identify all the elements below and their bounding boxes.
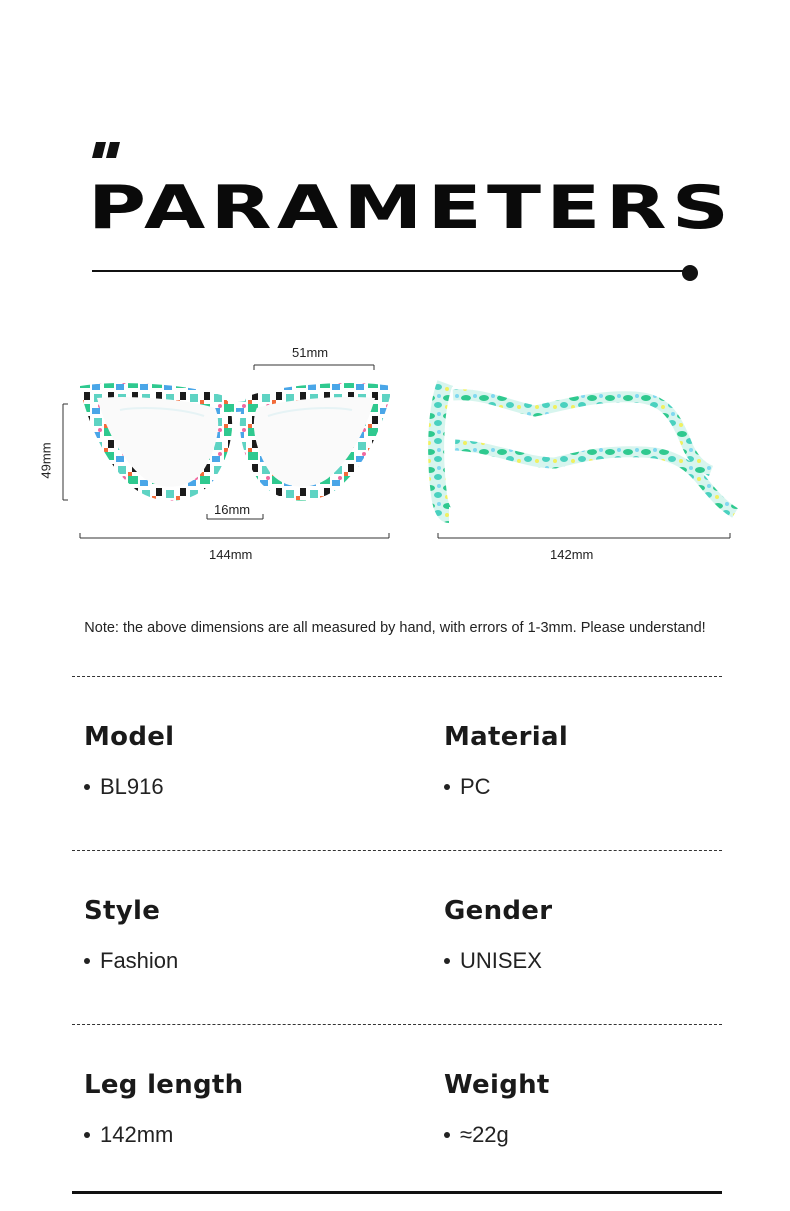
- param-style: [84, 896, 178, 974]
- bullet-icon: [444, 784, 450, 790]
- lens-height-label: 49mm: [38, 442, 54, 479]
- param-value: UNISEX: [460, 948, 542, 973]
- divider: [72, 1024, 722, 1025]
- param-gender: [444, 896, 552, 974]
- param-value: BL916: [100, 774, 164, 799]
- divider: [72, 676, 722, 677]
- page-title: PARAMETERS: [88, 173, 735, 243]
- bridge-label: 16mm: [214, 502, 251, 517]
- glasses-side-view-image: [425, 375, 745, 525]
- bullet-icon: [444, 1132, 450, 1138]
- param-material: [444, 722, 568, 800]
- param-value: Fashion: [100, 948, 179, 973]
- param-value: PC: [460, 774, 491, 799]
- param-value: 142mm: [100, 1122, 174, 1147]
- param-label: Leg length: [84, 1070, 244, 1100]
- param-leg-length: [84, 1070, 243, 1148]
- bullet-icon: [444, 958, 450, 964]
- param-label: Material: [444, 722, 569, 752]
- bullet-icon: [84, 958, 90, 964]
- param-weight: [444, 1070, 550, 1148]
- param-value: ≈22g: [460, 1122, 509, 1147]
- temple-length-label: 142mm: [550, 547, 594, 562]
- param-model: [84, 722, 174, 800]
- measurement-note: Note: the above dimensions are all measured by hand, with errors of 1-3mm. Please understand!: [84, 620, 706, 636]
- param-label: Model: [84, 722, 175, 752]
- glasses-front-view-image: [80, 380, 392, 505]
- divider: [72, 850, 722, 851]
- param-label: Weight: [444, 1070, 550, 1100]
- bullet-icon: [84, 1132, 90, 1138]
- param-label: Gender: [444, 896, 553, 926]
- bottom-divider: [72, 1191, 722, 1194]
- lens-width-label: 51mm: [292, 345, 329, 360]
- frame-width-label: 144mm: [209, 547, 253, 562]
- bullet-icon: [84, 784, 90, 790]
- param-label: Style: [84, 896, 161, 926]
